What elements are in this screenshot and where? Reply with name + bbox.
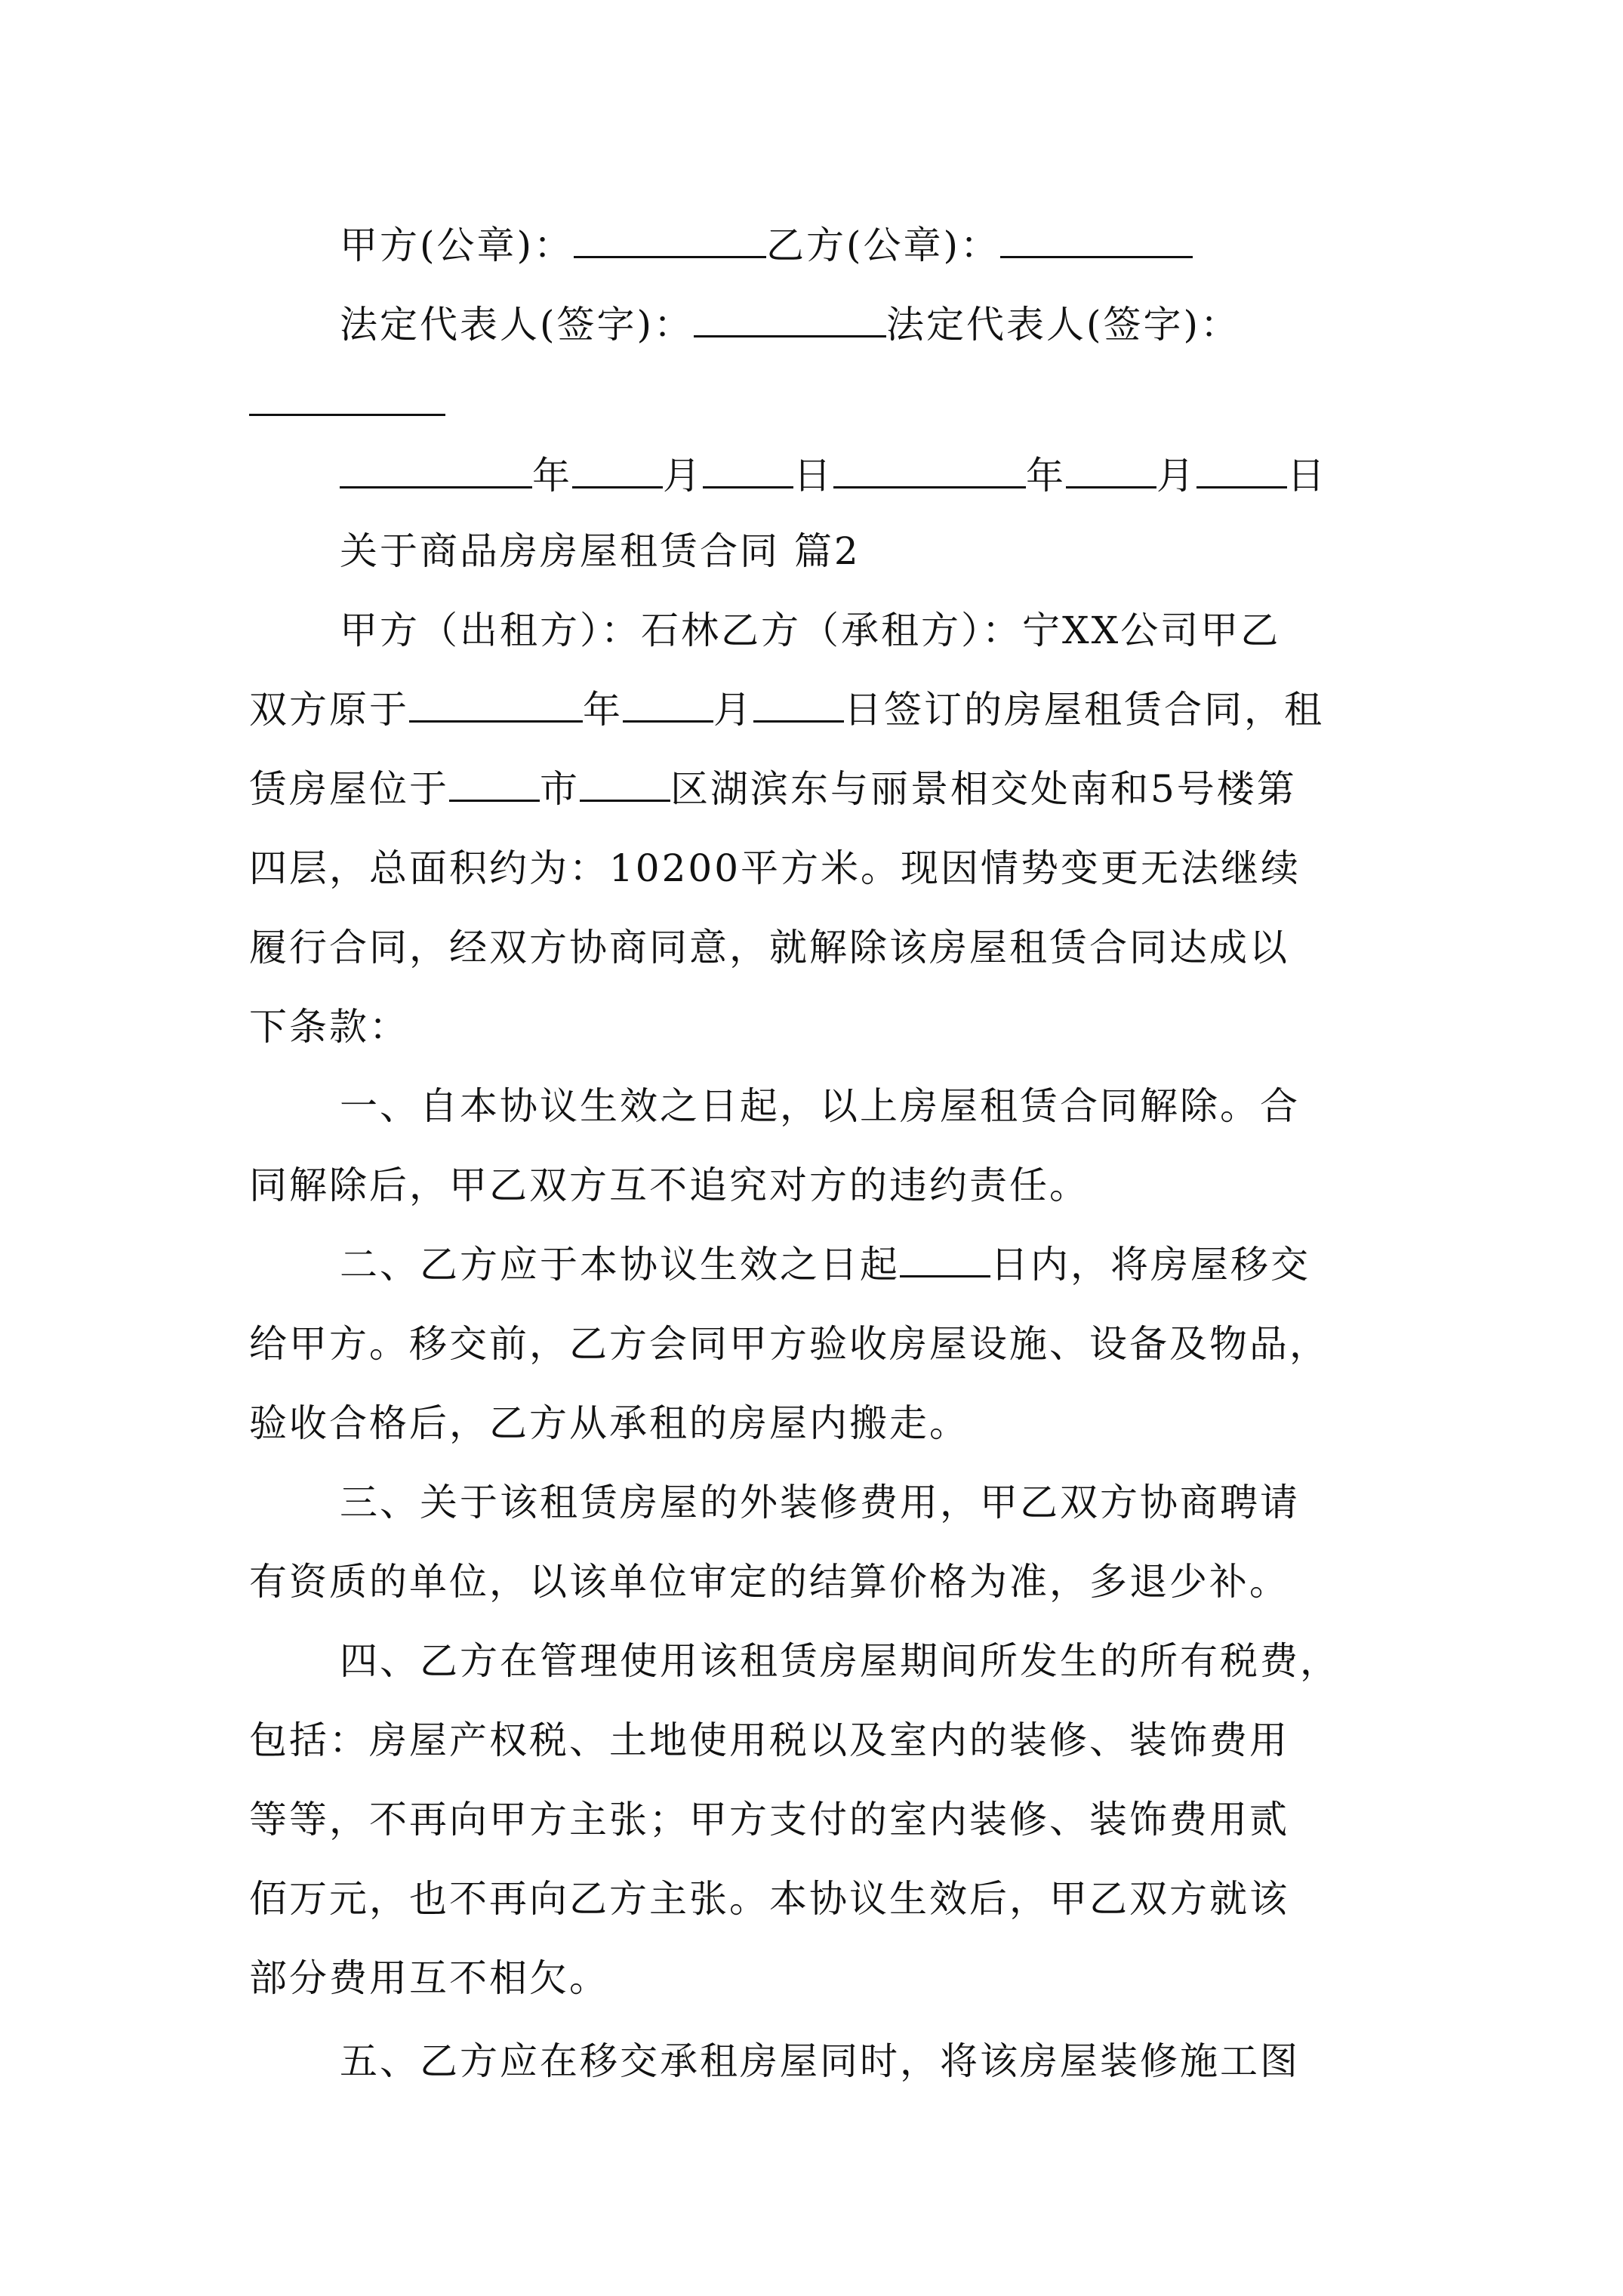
body-line: 下条款： <box>249 1005 409 1049</box>
body-line: 给甲方。移交前，乙方会同甲方验收房屋设施、设备及物品， <box>249 1322 1329 1366</box>
blank-field <box>1196 438 1287 488</box>
day-label: 日 <box>1287 454 1327 498</box>
party-a-seal-label: 甲方(公章)： <box>340 223 574 267</box>
legal-rep-line <box>340 287 1389 362</box>
day-label: 日 <box>793 454 833 498</box>
blank-field <box>580 751 670 802</box>
body-line: 包括：房屋产权税、土地使用税以及室内的装修、装饰费用 <box>249 1718 1289 1762</box>
legal-rep-a-label: 法定代表人(签字)： <box>340 303 694 347</box>
blank-field <box>409 672 583 723</box>
body-line: 等等，不再向甲方主张；甲方支付的室内装修、装饰费用贰 <box>249 1798 1289 1841</box>
body-line: 佰万元，也不再向乙方主张。本协议生效后，甲乙双方就该 <box>249 1877 1289 1921</box>
body-line: 部分费用互不相欠。 <box>249 1956 609 2000</box>
blank-field <box>623 672 713 723</box>
clause-4: 四、乙方在管理使用该租赁房屋期间所发生的所有税费， <box>340 1639 1340 1683</box>
body-line: 有资质的单位，以该单位审定的结算价格为准，多退少补。 <box>249 1560 1289 1604</box>
body-line: 双方原于 年 月 日签订的房屋租赁合同，租 <box>249 672 1389 747</box>
month-label: 月 <box>1156 454 1196 498</box>
blank-field <box>572 438 663 488</box>
date-line <box>340 438 1389 513</box>
body-line: 甲方（出租方）：石林乙方（承租方）：宁XX公司甲乙 <box>340 609 1281 652</box>
blank-field <box>574 208 766 258</box>
blank-field <box>833 438 1026 488</box>
blank-field <box>900 1227 990 1277</box>
blank-field <box>249 414 445 416</box>
month-label: 月 <box>663 454 703 498</box>
blank-field <box>1066 438 1156 488</box>
body-line: 验收合格后，乙方从承租的房屋内搬走。 <box>249 1401 969 1445</box>
blank-field <box>703 438 793 488</box>
body-line: 赁房屋位于 市 区湖滨东与丽景相交处南和5号楼第 <box>249 751 1389 827</box>
blank-field <box>1000 208 1193 258</box>
blank-field <box>340 438 532 488</box>
body-line: 四层，总面积约为：10200平方米。现因情势变更无法继续 <box>249 846 1301 890</box>
body-line: 履行合同，经双方协商同意，就解除该房屋租赁合同达成以 <box>249 926 1289 969</box>
body-line: 同解除后，甲乙双方互不追究对方的违约责任。 <box>249 1163 1089 1207</box>
blank-field <box>449 751 540 802</box>
party-b-seal-label: 乙方(公章)： <box>766 223 1001 267</box>
year-label: 年 <box>1026 454 1066 498</box>
blank-field <box>694 287 886 337</box>
seal-line <box>340 208 1389 283</box>
clause-3: 三、关于该租赁房屋的外装修费用，甲乙双方协商聘请 <box>340 1481 1300 1524</box>
clause-2: 二、乙方应于本协议生效之日起 日内，将房屋移交 <box>340 1227 1389 1302</box>
legal-rep-b-label: 法定代表人(签字)： <box>886 303 1241 347</box>
clause-1: 一、自本协议生效之日起，以上房屋租赁合同解除。合 <box>340 1084 1300 1128</box>
section-heading: 关于商品房房屋租赁合同 篇2 <box>340 529 861 573</box>
blank-field <box>753 672 844 723</box>
clause-5: 五、乙方应在移交承租房屋同时，将该房屋装修施工图 <box>340 2039 1300 2083</box>
year-label: 年 <box>532 454 572 498</box>
